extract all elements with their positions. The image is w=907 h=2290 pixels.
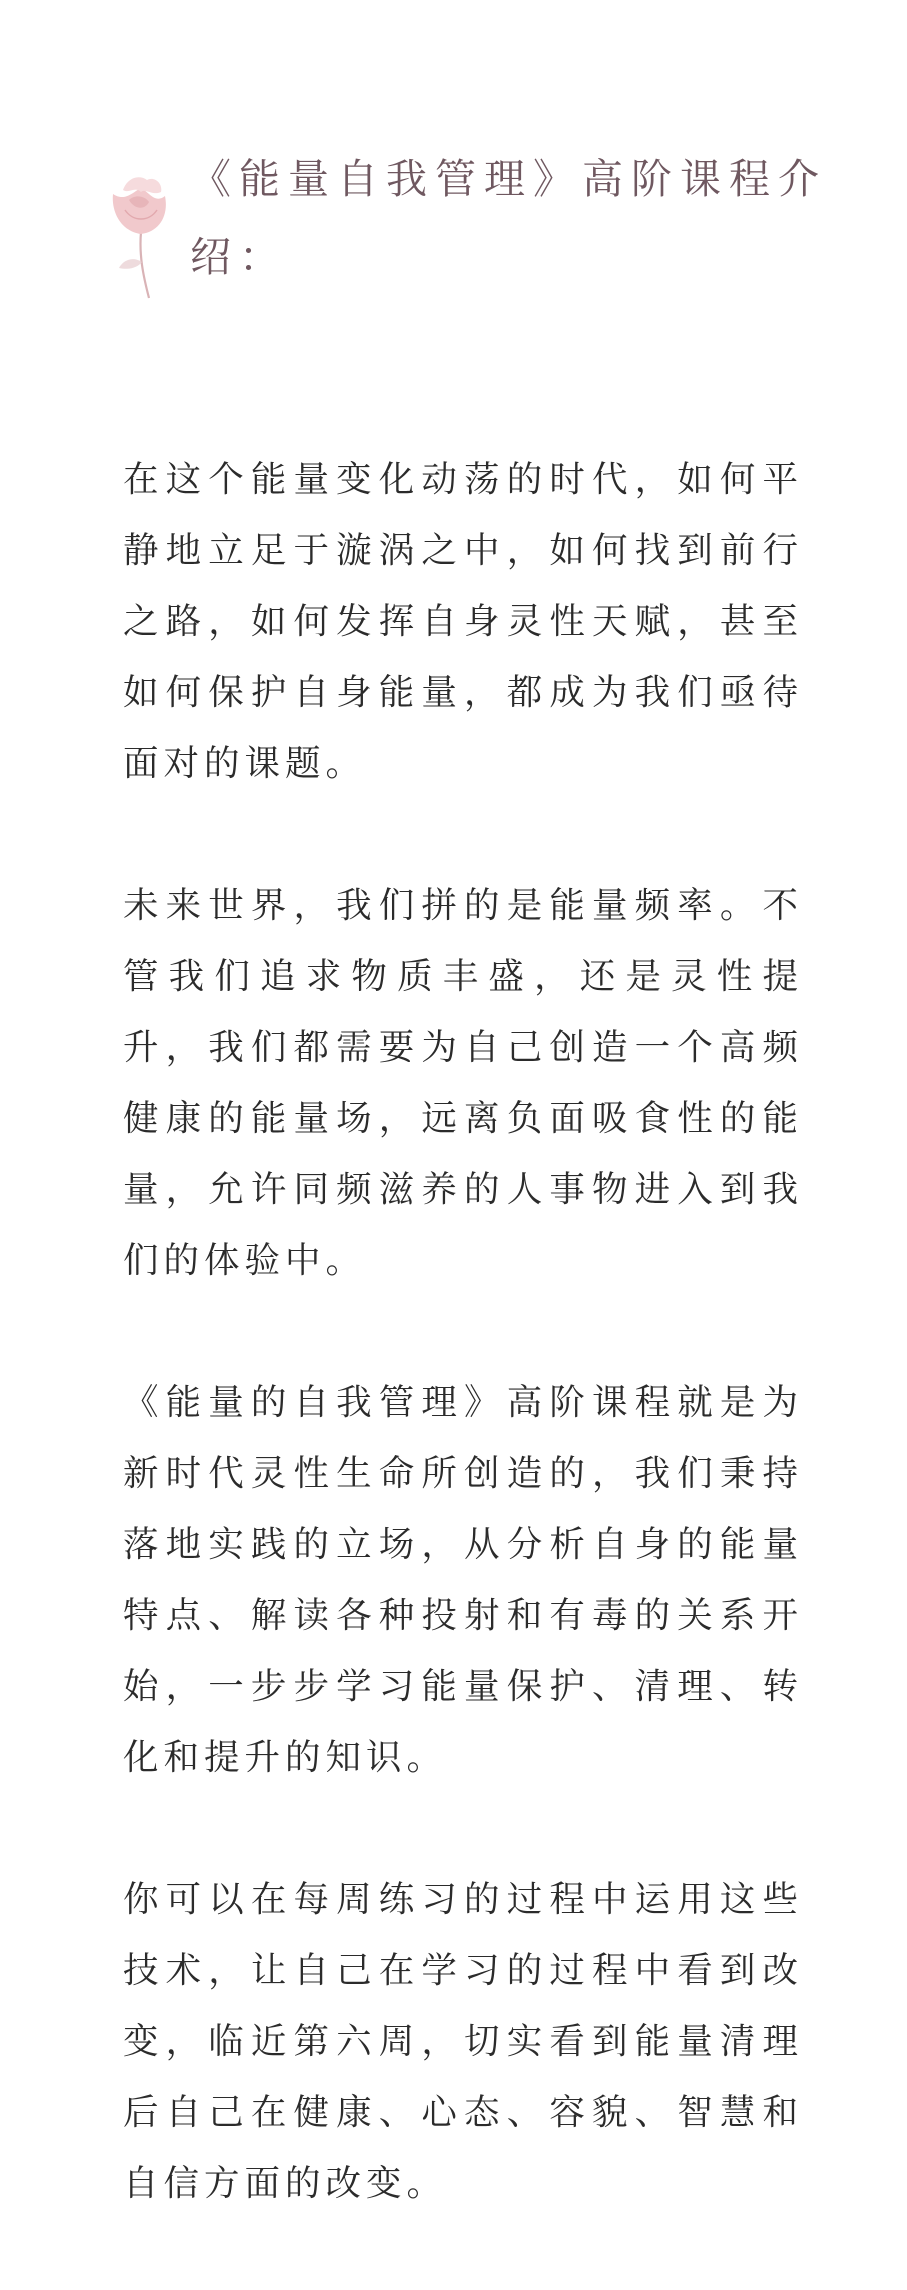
rose-icon (105, 170, 175, 300)
paragraph: 在这个能量变化动荡的时代，如何平静地立足于漩涡之中，如何找到前行之路，如何发挥自身灵性天赋，甚至如何保护自身能量，都成为我们亟待面对的课题。 (123, 459, 803, 784)
title-block (105, 140, 885, 300)
paragraph: 你可以在每周练习的过程中运用这些技术，让自己在学习的过程中看到改变，临近第六周，切实看到能量清理后自己在健康、心态、容貌、智慧和自信方面的改变。 (123, 1879, 803, 2204)
article-body (123, 444, 803, 2290)
paragraph: 未来世界，我们拼的是能量频率。不管我们追求物质丰盛，还是灵性提升，我们都需要为自己创造一个高频健康的能量场，远离负面吸食性的能量，允许同频滋养的人事物进入到我们的体验中。 (123, 885, 803, 1281)
page-title: 《能量自我管理》高阶课程介绍： (190, 155, 827, 281)
paragraph: 《能量的自我管理》高阶课程就是为新时代灵性生命所创造的，我们秉持落地实践的立场，从分析自身的能量特点、解读各种投射和有毒的关系开始，一步步学习能量保护、清理、转化和提升的知识。 (123, 1382, 803, 1778)
